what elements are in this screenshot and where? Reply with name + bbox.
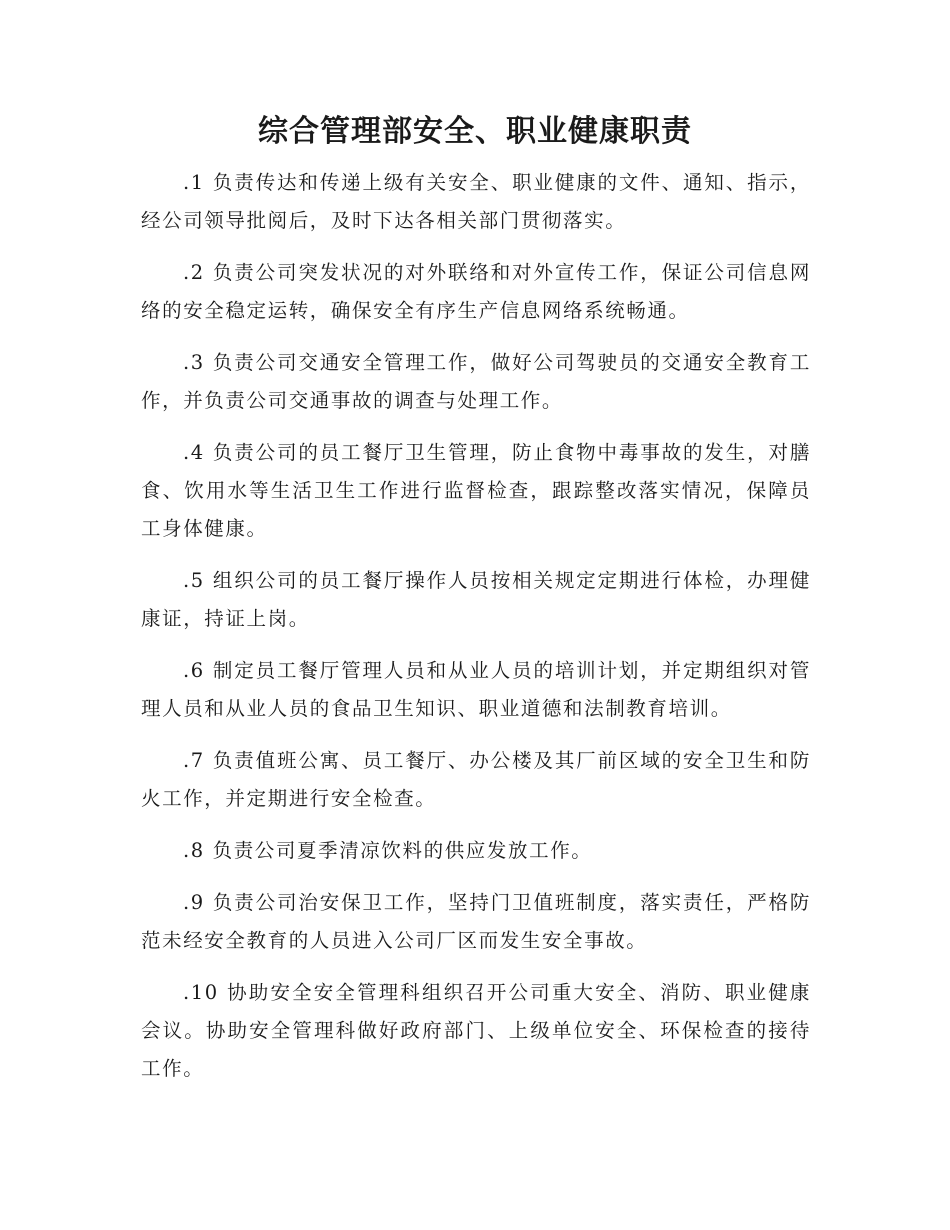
paragraph-8: .8 负责公司夏季清凉饮料的供应发放工作。 [183, 839, 593, 862]
paragraph-10: .10 协助安全安全管理科组织召开公司重大安全、消防、职业健康会议。协助安全管理科做好政府部门、上级单位安全、环保检查的接待工作。 [141, 981, 811, 1080]
paragraph-3: .3 负责公司交通安全管理工作，做好公司驾驶员的交通安全教育工作，并负责公司交通事故的调查与处理工作。 [141, 351, 811, 412]
paragraph-7: .7 负责值班公寓、员工餐厅、办公楼及其厂前区域的安全卫生和防火工作，并定期进行安全检查。 [141, 749, 811, 810]
paragraph-2: .2 负责公司突发状况的对外联络和对外宣传工作，保证公司信息网络的安全稳定运转，确保安全有序生产信息网络系统畅通。 [141, 261, 811, 322]
paragraph-6: .6 制定员工餐厅管理人员和从业人员的培训计划，并定期组织对管理人员和从业人员的食品卫生知识、职业道德和法制教育培训。 [141, 659, 811, 720]
paragraph-4: .4 负责公司的员工餐厅卫生管理，防止食物中毒事故的发生，对膳食、饮用水等生活卫生工作进行监督检查，跟踪整改落实情况，保障员工身体健康。 [141, 441, 811, 540]
document-body [141, 164, 811, 1102]
document-title: 综合管理部安全、职业健康职责 [258, 114, 692, 149]
paragraph-9: .9 负责公司治安保卫工作，坚持门卫值班制度，落实责任，严格防范未经安全教育的人员进入公司厂区而发生安全事故。 [141, 891, 811, 952]
paragraph-1: .1 负责传达和传递上级有关安全、职业健康的文件、通知、指示，经公司领导批阅后，及时下达各相关部门贯彻落实。 [141, 171, 811, 232]
paragraph-5: .5 组织公司的员工餐厅操作人员按相关规定定期进行体检，办理健康证，持证上岗。 [141, 569, 811, 630]
